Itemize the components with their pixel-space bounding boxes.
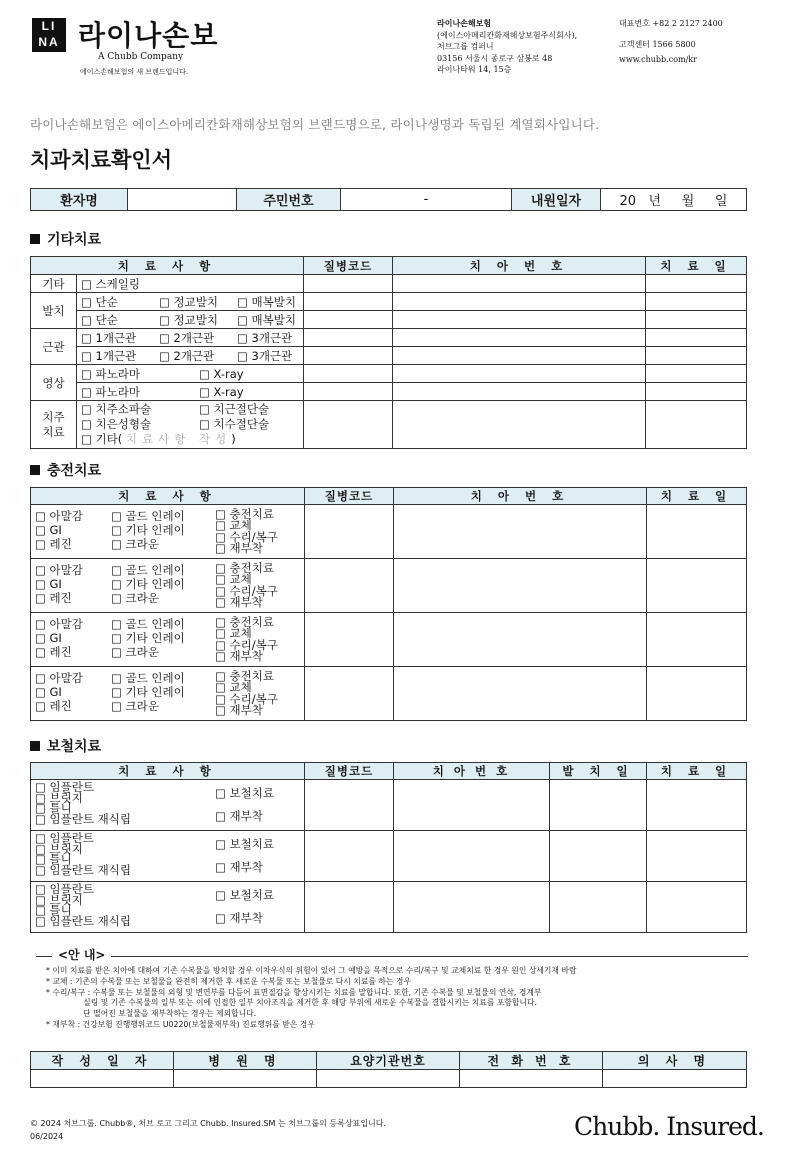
header-tooth-number: 치 아 번 호 — [394, 763, 550, 780]
checkbox-3-canal[interactable]: □ 3개근관 — [237, 330, 293, 345]
checkbox-pulpotomy[interactable]: □ 치수절단술 — [199, 417, 270, 431]
hospital-name-field[interactable] — [174, 1070, 317, 1088]
brand-notice: 라이나손해보험은 에이스아메리칸화재해상보험의 브랜드명으로, 라이나생명과 독립된 계열회사입니다. — [30, 117, 600, 132]
prosthetic-options — [31, 831, 305, 882]
checkbox-option[interactable]: □ 임플란트 — [35, 882, 94, 896]
disease-code-cell[interactable] — [304, 383, 393, 401]
checkbox-option[interactable]: □ 크라운 — [111, 590, 159, 605]
checkbox-complex-extraction[interactable]: □ 정교발치 — [159, 312, 218, 327]
checkbox-option[interactable]: □ GI — [35, 684, 62, 699]
disease-code-cell[interactable] — [305, 831, 394, 882]
guide-line: * 재부착 : 건강보험 진행행위코드 U0220(보철물재부착) 진료행위를 받은 경우 — [46, 1019, 315, 1029]
option-column — [215, 668, 278, 717]
disease-code-cell[interactable] — [304, 293, 393, 311]
checkbox-option[interactable]: □ 기타 인레이 — [111, 684, 185, 699]
checkbox-1-canal[interactable]: □ 1개근관 — [81, 330, 137, 345]
checkbox-option[interactable]: □ 임플란트 재식립 — [35, 862, 131, 877]
copyright — [30, 1117, 386, 1143]
rrn-label: 주민번호 — [237, 189, 341, 211]
option-column — [111, 671, 215, 717]
checkbox-simple[interactable]: □ 단순 — [81, 312, 118, 327]
checkbox-option[interactable]: □ 충전치료 — [215, 506, 274, 521]
extraction-date-cell[interactable] — [550, 780, 647, 831]
contact-line: 고객센터 1566 5800 — [619, 40, 696, 49]
guide-line: 실링 및 기존 수복물의 일부 또는 이에 인접한 일부 치아조직을 제거한 후 해당 부위에 새로운 수복물을 결합시키는 치료를 포함합니다. — [46, 998, 537, 1008]
checkbox-2-canal[interactable]: □ 2개근관 — [159, 348, 215, 363]
square-bullet-icon — [30, 465, 40, 475]
disease-code-cell[interactable] — [305, 882, 394, 933]
institution-number-field[interactable] — [317, 1070, 460, 1088]
checkbox-option[interactable]: □ 재부착 — [215, 911, 263, 925]
checkbox-curettage[interactable]: □ 치주소파술 — [81, 402, 152, 416]
checkbox-root-resection[interactable]: □ 치근절단술 — [199, 402, 270, 416]
option-column — [35, 563, 111, 609]
option-column — [215, 782, 274, 828]
disease-code-cell[interactable] — [304, 311, 393, 329]
imaging-options[interactable] — [77, 365, 304, 383]
checkbox-option[interactable]: □ 임플란트 재식립 — [35, 811, 131, 826]
checkbox-scaling[interactable]: □ 스케일링 — [77, 275, 304, 293]
checkbox-option[interactable]: □ 충전치료 — [215, 668, 274, 683]
tooth-number-cell[interactable] — [393, 383, 646, 401]
checkbox-option[interactable]: □ 재부착 — [215, 703, 263, 717]
tooth-number-cell[interactable] — [394, 831, 550, 882]
treatment-date-cell[interactable] — [646, 401, 747, 449]
checkbox-option[interactable]: □ 아말감 — [35, 616, 83, 631]
treatment-date-cell[interactable] — [646, 329, 747, 347]
canal-options[interactable] — [77, 329, 304, 347]
treatment-date-cell[interactable] — [646, 311, 747, 329]
checkbox-option[interactable]: □ 골드 인레이 — [111, 670, 185, 685]
checkbox-option[interactable]: □ 교체 — [215, 680, 252, 694]
checkbox-option[interactable]: □ 크라운 — [111, 698, 159, 713]
checkbox-option[interactable]: □ 골드 인레이 — [111, 508, 185, 523]
filling-options — [31, 613, 305, 667]
checkbox-option[interactable]: □ 수리/복구 — [215, 637, 278, 652]
header-disease-code: 질병코드 — [305, 488, 394, 505]
header-treatment-date: 치 료 일 — [647, 763, 747, 780]
checkbox-option[interactable]: □ 교체 — [215, 518, 252, 532]
header-treatment-date: 치 료 일 — [646, 257, 747, 275]
address-line: 처브그룹 컴퍼니 — [437, 42, 494, 51]
tooth-number-cell[interactable] — [393, 329, 646, 347]
option-column — [35, 617, 111, 663]
address-line: (에이스아메리칸화재해상보험주식회사), — [437, 30, 578, 40]
checkbox-option[interactable]: □ 크라운 — [111, 536, 159, 551]
tooth-number-cell[interactable] — [394, 780, 550, 831]
section-title-text: 보철치료 — [47, 739, 102, 755]
option-column — [111, 563, 215, 609]
checkbox-option[interactable]: □ 수리/복구 — [215, 691, 278, 706]
header-treatment-date: 치 료 일 — [647, 488, 747, 505]
filling-treatment-table — [30, 487, 747, 721]
company-contact — [619, 18, 723, 65]
tooth-number-cell[interactable] — [393, 401, 646, 449]
header-phone: 전 화 번 호 — [460, 1052, 603, 1070]
disease-code-cell[interactable] — [305, 667, 394, 721]
tooth-number-cell[interactable] — [394, 613, 647, 667]
header-treatment: 치 료 사 항 — [31, 488, 305, 505]
imaging-options[interactable] — [77, 383, 304, 401]
option-column — [215, 560, 278, 609]
guide-text — [46, 966, 577, 1031]
copyright-line: © 2024 처브그룹. Chubb®, 처브 로고 그리고 Chubb. Insured.SM 는 처브그룹의 등록상표입니다. — [30, 1119, 387, 1128]
rrn-field[interactable]: - — [341, 189, 512, 211]
checkbox-option[interactable]: □ 기타 인레이 — [111, 522, 185, 537]
checkbox-option[interactable]: □ 보철치료 — [215, 888, 274, 902]
checkbox-option[interactable]: □ 브릿지 — [35, 790, 83, 805]
extraction-date-cell[interactable] — [550, 831, 647, 882]
section-prosthetic-title — [30, 736, 101, 756]
checkbox-simple[interactable]: □ 단순 — [81, 294, 118, 309]
option-column — [215, 833, 274, 879]
checkbox-other[interactable]: □ 기타( — [81, 432, 123, 446]
checkbox-option[interactable]: □ 교체 — [215, 626, 252, 640]
guide-title: <안 내> — [52, 946, 111, 963]
extraction-options[interactable] — [77, 311, 304, 329]
tooth-number-cell[interactable] — [393, 365, 646, 383]
canal-options[interactable] — [77, 347, 304, 365]
filling-options — [31, 559, 305, 613]
guide-line: * 이미 치료를 받은 치아에 대하여 기존 수복물을 방치할 경우 이차우식의 위험이 있어 그 예방을 목적으로 수리/복구 및 교체치료 한 경우 원인 상세기재 바람 — [46, 966, 577, 975]
checkbox-option[interactable]: □ GI — [35, 576, 62, 591]
checkbox-option[interactable]: □ 재부착 — [215, 649, 263, 663]
checkbox-panorama[interactable]: □ 파노라마 — [81, 366, 140, 381]
checkbox-option[interactable]: □ 골드 인레이 — [111, 562, 185, 577]
filling-options — [31, 505, 305, 559]
checkbox-option[interactable]: □ 보철치료 — [215, 786, 274, 800]
checkbox-option[interactable]: □ 수리/복구 — [215, 529, 278, 544]
option-column — [35, 509, 111, 555]
option-column — [35, 671, 111, 717]
option-column — [35, 884, 215, 930]
treatment-date-cell[interactable] — [647, 559, 747, 613]
doctor-name-field[interactable] — [603, 1070, 747, 1088]
checkbox-xray[interactable]: □ X-ray — [199, 366, 244, 381]
logo-line2: NA — [38, 35, 60, 49]
patient-name-label: 환자명 — [31, 189, 128, 211]
checkbox-option[interactable]: □ 아말감 — [35, 562, 83, 577]
header-disease-code: 질병코드 — [304, 257, 393, 275]
square-bullet-icon — [30, 234, 40, 244]
checkbox-option[interactable]: □ 기타 인레이 — [111, 576, 185, 591]
checkbox-3-canal[interactable]: □ 3개근관 — [237, 348, 293, 363]
checkbox-option[interactable]: □ 충전치료 — [215, 614, 274, 629]
patient-info-table — [30, 188, 747, 211]
treatment-date-cell[interactable] — [647, 780, 747, 831]
section-title-text: 기타치료 — [47, 232, 102, 248]
other-hint: 치료사항 작성 — [125, 432, 232, 446]
header-treatment: 치 료 사 항 — [31, 763, 305, 780]
treatment-date-cell[interactable] — [646, 347, 747, 365]
tooth-number-cell[interactable] — [393, 293, 646, 311]
option-column — [215, 614, 278, 663]
option-column — [35, 782, 215, 828]
tooth-number-cell[interactable] — [393, 275, 646, 293]
tooth-number-cell[interactable] — [394, 505, 647, 559]
category-periodontal: 치주 치료 — [31, 401, 77, 449]
checkbox-complex-extraction[interactable]: □ 정교발치 — [159, 294, 218, 309]
prosthetic-options — [31, 780, 305, 831]
address-line: 라이나타워 14, 15층 — [437, 65, 512, 74]
section-title-text: 충전치료 — [47, 463, 102, 479]
category-canal: 근관 — [31, 329, 77, 365]
contact-line: www.chubb.com/kr — [619, 55, 697, 64]
tooth-number-cell[interactable] — [394, 559, 647, 613]
checkbox-option[interactable]: □ 아말감 — [35, 670, 83, 685]
header-treatment: 치 료 사 항 — [31, 257, 304, 275]
header-extraction-date: 발 치 일 — [550, 763, 647, 780]
checkbox-panorama[interactable]: □ 파노라마 — [81, 384, 140, 399]
square-bullet-icon — [30, 741, 40, 751]
disease-code-cell[interactable] — [305, 780, 394, 831]
section-filling-title — [30, 460, 101, 480]
treatment-date-cell[interactable] — [647, 667, 747, 721]
tooth-number-cell[interactable] — [393, 311, 646, 329]
brand-name: 라이나손보 — [78, 19, 219, 52]
checkbox-option[interactable]: □ 임플란트 재식립 — [35, 913, 131, 928]
category-extraction: 발치 — [31, 293, 77, 329]
disease-code-cell[interactable] — [304, 347, 393, 365]
header-hospital-name: 병 원 명 — [174, 1052, 317, 1070]
tooth-number-cell[interactable] — [394, 667, 647, 721]
checkbox-option[interactable]: □ 충전치료 — [215, 560, 274, 575]
visit-date-label: 내원일자 — [512, 189, 601, 211]
checkbox-option[interactable]: □ 재부착 — [215, 541, 263, 555]
checkbox-option[interactable]: □ 레진 — [35, 644, 72, 659]
checkbox-option[interactable]: □ 골드 인레이 — [111, 616, 185, 631]
checkbox-option[interactable]: □ GI — [35, 522, 62, 537]
disease-code-cell[interactable] — [305, 613, 394, 667]
page-title: 치과치료확인서 — [30, 148, 173, 172]
category-imaging: 영상 — [31, 365, 77, 401]
checkbox-option[interactable]: □ 수리/복구 — [215, 583, 278, 598]
treatment-date-cell[interactable] — [647, 613, 747, 667]
option-column — [215, 884, 274, 930]
lina-logo — [32, 18, 66, 52]
checkbox-option[interactable]: □ 임플란트 — [35, 780, 94, 794]
checkbox-option[interactable]: □ 틀니 — [35, 801, 72, 815]
checkbox-option[interactable]: □ 레진 — [35, 536, 72, 551]
section-etc-title — [30, 229, 101, 249]
checkbox-xray[interactable]: □ X-ray — [199, 384, 244, 399]
guide-line: * 교체 : 기존의 수복물 또는 보철물을 완전히 제거한 후 새로운 수복물 또는 보철물로 다시 치료를 하는 경우 — [46, 976, 411, 986]
option-column — [111, 509, 215, 555]
category-etc: 기타 — [31, 275, 77, 293]
filling-options — [31, 667, 305, 721]
disease-code-cell[interactable] — [305, 559, 394, 613]
checkbox-option[interactable]: □ 재부착 — [215, 595, 263, 609]
treatment-date-cell[interactable] — [647, 882, 747, 933]
brand-tagline: 에이스손해보험의 새 브랜드입니다. — [80, 68, 189, 76]
contact-line: 대표번호 +82 2 2127 2400 — [619, 19, 723, 28]
checkbox-option[interactable]: □ GI — [35, 630, 62, 645]
treatment-date-cell[interactable] — [646, 365, 747, 383]
checkbox-impacted-extraction[interactable]: □ 매복발치 — [237, 294, 296, 309]
header-tooth-number: 치 아 번 호 — [394, 488, 647, 505]
header-disease-code: 질병코드 — [305, 763, 394, 780]
checkbox-1-canal[interactable]: □ 1개근관 — [81, 348, 137, 363]
prosthetic-options — [31, 882, 305, 933]
checkbox-impacted-extraction[interactable]: □ 매복발치 — [237, 312, 296, 327]
brand-subtitle: A Chubb Company — [98, 52, 184, 62]
checkbox-option[interactable]: □ 브릿지 — [35, 841, 83, 856]
checkbox-option[interactable]: □ 틀니 — [35, 903, 72, 917]
header-written-date: 작 성 일 자 — [31, 1052, 174, 1070]
address-line: 라이나손해보험 — [437, 18, 492, 28]
checkbox-option[interactable]: □ 교체 — [215, 572, 252, 586]
checkbox-option[interactable]: □ 틀니 — [35, 852, 72, 866]
checkbox-option[interactable]: □ 보철치료 — [215, 837, 274, 851]
written-date-field[interactable] — [31, 1070, 174, 1088]
guide-line: * 수리/복구 : 수복물 또는 보철물의 외형 및 변연부를 다듬어 표면질감을 향상시키는 치료를 말합니다. 또한, 기존 수복물 및 보철물의 연삭, 경계부 — [46, 987, 542, 997]
signature-table — [30, 1051, 747, 1088]
treatment-date-cell[interactable] — [646, 275, 747, 293]
option-column — [111, 617, 215, 663]
patient-name-field[interactable] — [128, 189, 237, 211]
treatment-date-cell[interactable] — [647, 505, 747, 559]
phone-field[interactable] — [460, 1070, 603, 1088]
checkbox-option[interactable]: □ 레진 — [35, 698, 72, 713]
disease-code-cell[interactable] — [305, 505, 394, 559]
checkbox-option[interactable]: □ 임플란트 — [35, 831, 94, 845]
copyright-date: 06/2024 — [30, 1132, 64, 1141]
extraction-options[interactable] — [77, 293, 304, 311]
header-tooth-number: 치 아 번 호 — [393, 257, 646, 275]
treatment-date-cell[interactable] — [647, 831, 747, 882]
option-column — [215, 506, 278, 555]
checkbox-option[interactable]: □ 레진 — [35, 590, 72, 605]
chubb-logo: Chubb. Insured. — [574, 1112, 764, 1141]
company-address — [437, 18, 577, 76]
checkbox-option[interactable]: □ 기타 인레이 — [111, 630, 185, 645]
visit-date-field[interactable]: 20 년 월 일 — [601, 189, 747, 211]
disease-code-cell[interactable] — [304, 365, 393, 383]
disease-code-cell[interactable] — [304, 329, 393, 347]
option-column — [35, 833, 215, 879]
tooth-number-cell[interactable] — [393, 347, 646, 365]
tooth-number-cell[interactable] — [394, 882, 550, 933]
checkbox-option[interactable]: □ 재부착 — [215, 860, 263, 874]
treatment-date-cell[interactable] — [646, 293, 747, 311]
header-institution-number: 요양기관번호 — [317, 1052, 460, 1070]
disease-code-cell[interactable] — [304, 401, 393, 449]
checkbox-option[interactable]: □ 브릿지 — [35, 892, 83, 907]
extraction-date-cell[interactable] — [550, 882, 647, 933]
checkbox-option[interactable]: □ 재부착 — [215, 809, 263, 823]
checkbox-option[interactable]: □ 크라운 — [111, 644, 159, 659]
periodontal-options[interactable] — [77, 401, 304, 449]
etc-treatment-table — [30, 256, 747, 449]
other-close: ) — [231, 432, 236, 446]
guide-line: 단 떨어진 보철물을 재부착하는 경우는 제외합니다. — [46, 1009, 257, 1019]
logo-line1: LI — [41, 19, 57, 33]
treatment-date-cell[interactable] — [646, 383, 747, 401]
disease-code-cell[interactable] — [304, 275, 393, 293]
address-line: 03156 서울시 종로구 삼봉로 48 — [437, 53, 553, 63]
header-doctor-name: 의 사 명 — [603, 1052, 747, 1070]
checkbox-2-canal[interactable]: □ 2개근관 — [159, 330, 215, 345]
checkbox-gingivoplasty[interactable]: □ 치은성형술 — [81, 417, 152, 431]
prosthetic-treatment-table — [30, 762, 747, 933]
checkbox-option[interactable]: □ 아말감 — [35, 508, 83, 523]
